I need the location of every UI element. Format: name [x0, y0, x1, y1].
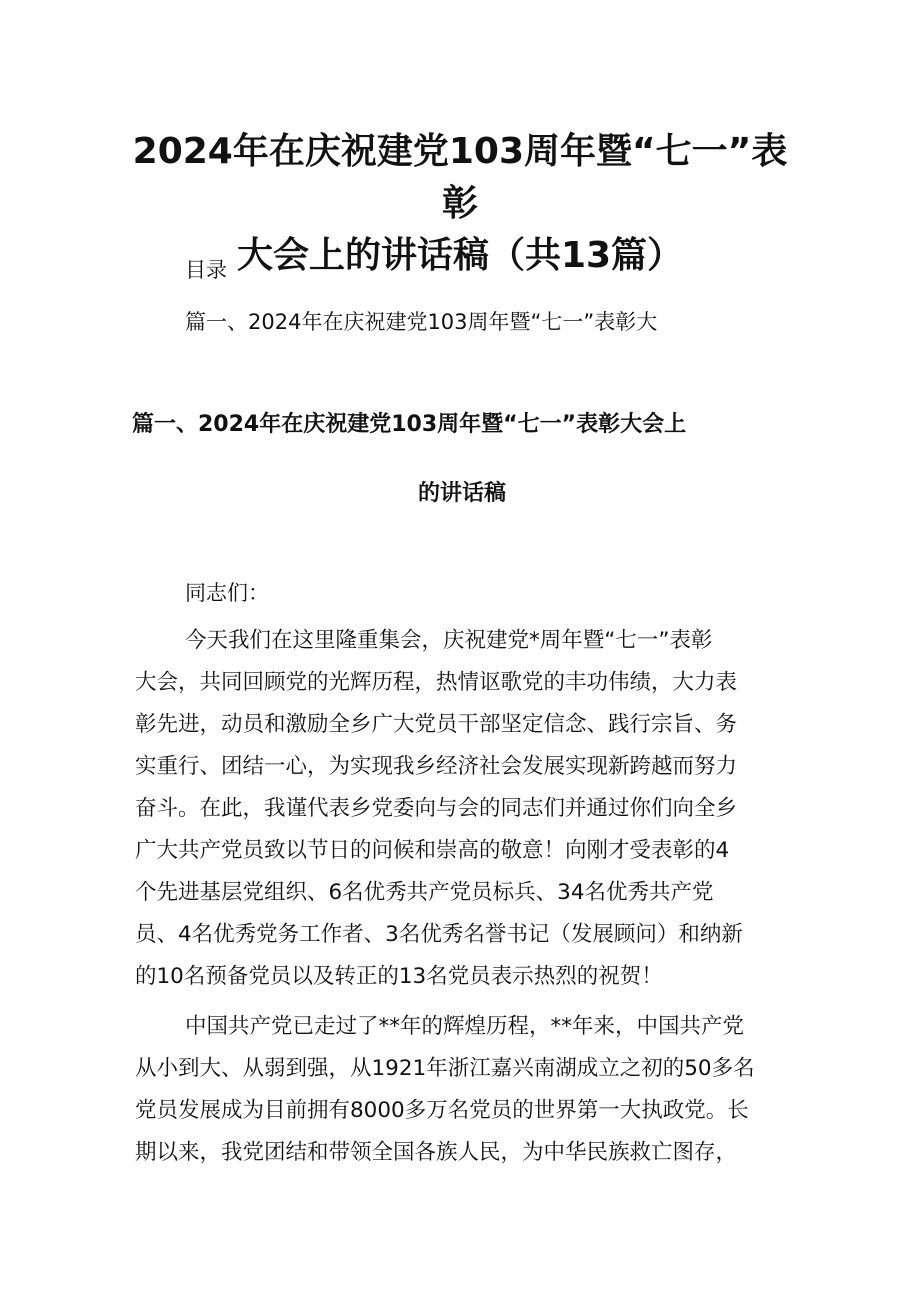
toc-heading: 目录	[185, 258, 227, 282]
paragraph-line: 个先进基层党组织、6名优秀共产党员标兵、34名优秀共产党	[135, 880, 714, 905]
paragraph-line: 党员发展成为目前拥有8000多万名党员的世界第一大执政党。长	[135, 1098, 749, 1123]
document-title-line-1: 2024年在庆祝建党103周年暨“七一”表彰	[132, 131, 788, 224]
document-title-line-2: 大会上的讲话稿（共13篇）	[236, 235, 684, 276]
section-title-line-2: 的讲话稿	[417, 481, 506, 506]
paragraph-line: 奋斗。在此，我谨代表乡党委向与会的同志们并通过你们向全乡	[135, 796, 738, 821]
paragraph-line: 实重行、团结一心，为实现我乡经济社会发展实现新跨越而努力	[135, 754, 738, 779]
paragraph-line: 广大共产党员致以节日的问候和崇高的敬意！向刚才受表彰的4	[135, 838, 730, 863]
paragraph-line: 从小到大、从弱到强，从1921年浙江嘉兴南湖成立之初的50多名	[135, 1056, 755, 1081]
toc-item[interactable]: 篇一、2024年在庆祝建党103周年暨“七一”表彰大	[185, 310, 658, 334]
salutation: 同志们：	[185, 581, 269, 605]
document-title	[130, 126, 790, 282]
paragraph-line: 大会，共同回顾党的光辉历程，热情讴歌党的丰功伟绩，大力表	[135, 670, 738, 695]
paragraph-line: 的10名预备党员以及转正的13名党员表示热烈的祝贺！	[135, 964, 663, 989]
paragraph-line: 期以来，我党团结和带领全国各族人民，为中华民族救亡图存，	[135, 1140, 738, 1165]
paragraph-line: 中国共产党已走过了**年的辉煌历程，**年来，中国共产党	[185, 1014, 745, 1039]
section-title-line-1: 篇一、2024年在庆祝建党103周年暨“七一”表彰大会上	[132, 412, 687, 437]
paragraph-line: 彰先进，动员和激励全乡广大党员干部坚定信念、践行宗旨、务	[135, 712, 738, 737]
paragraph-line: 今天我们在这里隆重集会，庆祝建党*周年暨“七一”表彰	[185, 628, 713, 653]
paragraph-line: 员、4名优秀党务工作者、3名优秀名誉书记（发展顾问）和纳新	[135, 922, 743, 947]
